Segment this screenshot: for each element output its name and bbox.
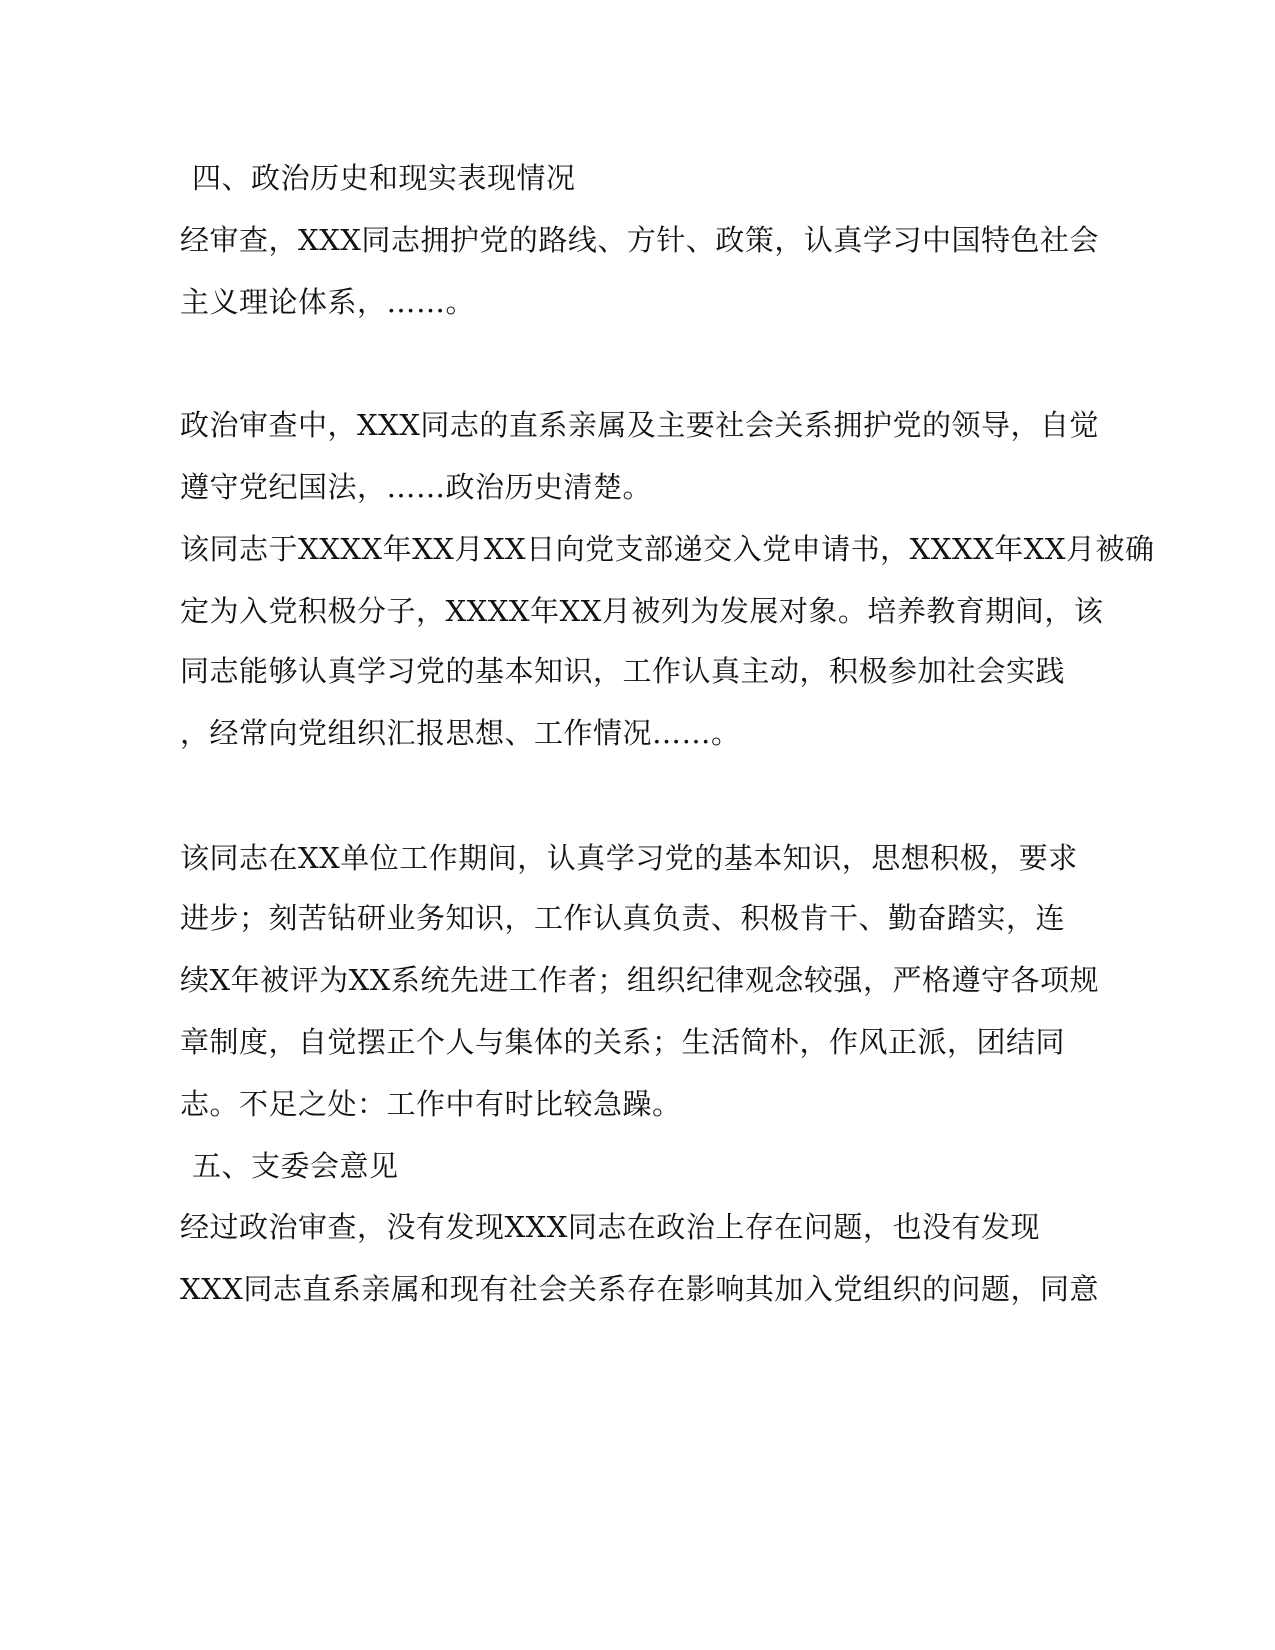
- paragraph-1-line-1: 经审查，XXX同志拥护党的路线、方针、政策，认真学习中国特色社会: [180, 223, 1099, 257]
- paragraph-3-line-4: ，经常向党组织汇报思想、工作情况……。: [180, 716, 741, 750]
- paragraph-3-line-2: 定为入党积极分子，XXXX年XX月被列为发展对象。培养教育期间，该: [180, 594, 1104, 628]
- section-5-heading: 五、支委会意见: [192, 1149, 399, 1183]
- paragraph-4-line-1: 该同志在XX单位工作期间，认真学习党的基本知识，思想积极，要求: [180, 841, 1078, 875]
- paragraph-3-line-1: 该同志于XXXX年XX月XX日向党支部递交入党申请书，XXXX年XX月被确: [180, 532, 1155, 566]
- paragraph-3-line-3: 同志能够认真学习党的基本知识，工作认真主动，积极参加社会实践: [180, 654, 1066, 688]
- paragraph-2-line-2: 遵守党纪国法，……政治历史清楚。: [180, 470, 653, 504]
- paragraph-5-line-1: 经过政治审查，没有发现XXX同志在政治上存在问题，也没有发现: [180, 1210, 1040, 1244]
- paragraph-4-line-5: 志。不足之处：工作中有时比较急躁。: [180, 1087, 682, 1121]
- paragraph-1-line-2: 主义理论体系，……。: [180, 285, 476, 319]
- section-4-heading: 四、政治历史和现实表现情况: [192, 161, 576, 195]
- paragraph-4-line-2: 进步；刻苦钻研业务知识，工作认真负责、积极肯干、勤奋踏实，连: [180, 901, 1066, 935]
- paragraph-4-line-4: 章制度，自觉摆正个人与集体的关系；生活简朴，作风正派，团结同: [180, 1025, 1066, 1059]
- paragraph-5-line-2: XXX同志直系亲属和现有社会关系存在影响其加入党组织的问题，同意: [180, 1272, 1099, 1306]
- paragraph-4-line-3: 续X年被评为XX系统先进工作者；组织纪律观念较强，严格遵守各项规: [180, 963, 1099, 997]
- paragraph-2-line-1: 政治审查中，XXX同志的直系亲属及主要社会关系拥护党的领导，自觉: [180, 408, 1099, 442]
